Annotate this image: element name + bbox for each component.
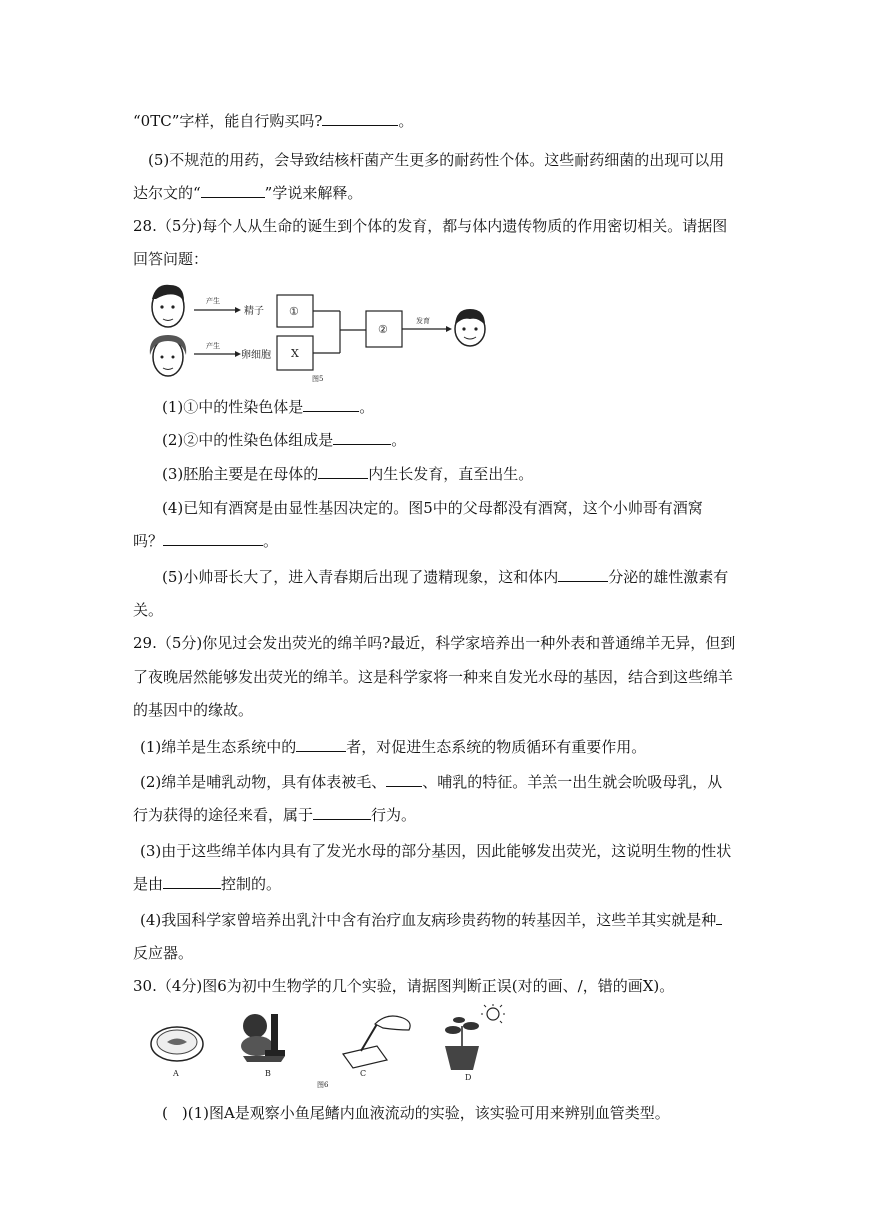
answer-blank[interactable] (386, 771, 422, 787)
answer-blank[interactable] (201, 182, 265, 198)
question-28-cont: 回答问题： (133, 250, 209, 268)
arrow-label: 产生 (206, 342, 220, 350)
q29-3: (3)由于这些绵羊体内具有了发光水母的部分基因，因此能够发出荧光，这说明生物的性状 (140, 842, 732, 860)
arrow-label: 产生 (206, 297, 220, 305)
figure-caption: 图6 (317, 1081, 329, 1089)
question-29-cont: 了夜晚居然能够发出荧光的绵羊。这是科学家将一种来自发光水母的基因，结合到这些绵羊 (133, 668, 734, 686)
answer-blank[interactable] (558, 566, 608, 582)
text: 行为。 (371, 806, 417, 824)
text: )(1)图A是观察小鱼尾鳍内血液流动的实验，该实验可用来辨别血管类型。 (181, 1104, 670, 1122)
text: “0TC”字样，能自行购买吗? (133, 112, 323, 130)
text: 内生长发育，直至出生。 (368, 465, 534, 483)
label-d: D (465, 1073, 472, 1082)
q30-1 (162, 1102, 670, 1124)
answer-blank[interactable] (322, 110, 398, 126)
box-2-label: ② (378, 323, 388, 336)
text: 。 (398, 112, 414, 130)
label-a: A (173, 1069, 179, 1078)
answer-blank[interactable] (318, 463, 368, 479)
q29-2 (140, 771, 722, 793)
text: 控制的。 (221, 875, 282, 893)
answer-blank[interactable] (163, 873, 221, 889)
text: (2)绵羊是哺乳动物，具有体表被毛、 (140, 773, 387, 791)
question-29-cont2: 的基因中的缘故。 (133, 701, 254, 719)
question-29: 29.（5分)你见过会发出荧光的绵羊吗?最近，科学家培养出一种外表和普通绵羊无异，但到 (133, 634, 736, 652)
label-sperm: 精子 (244, 306, 264, 317)
line-q27-5: (5)不规范的用药，会导致结核杆菌产生更多的耐药性个体。这些耐药细菌的出现可以用 (148, 151, 725, 169)
q28-1 (162, 396, 374, 418)
q28-5 (162, 566, 728, 588)
q29-2-cont (133, 804, 416, 826)
answer-blank[interactable] (333, 429, 391, 445)
figure-5 (140, 277, 508, 385)
text: ”学说来解释。 (264, 184, 363, 202)
q28-4-cont (133, 530, 278, 552)
box-x-label: X (291, 347, 299, 360)
box-1-label: ① (289, 305, 299, 318)
text: (4)我国科学家曾培养出乳汁中含有治疗血友病珍贵药物的转基因羊，这些羊其实就是种 (140, 911, 717, 929)
question-30: 30.（4分)图6为初中生物学的几个实验，请据图判断正误(对的画、/，错的画X)。 (133, 977, 675, 995)
petri-dish-icon (151, 1027, 203, 1061)
line-q27-5b (133, 182, 362, 204)
text: 。 (391, 431, 407, 449)
text: 。 (263, 532, 279, 550)
label-c: C (360, 1069, 367, 1078)
boy-face-icon (455, 309, 485, 346)
q29-3-cont (133, 873, 281, 895)
answer-blank[interactable] (716, 909, 722, 925)
line-otc (133, 110, 413, 132)
text: 分泌的雄性激素有 (608, 568, 729, 586)
text: (1)①中的性染色体是 (162, 398, 304, 416)
arrow-label: 发育 (416, 317, 430, 325)
text: 、哺乳的特征。羊羔一出生就会吮吸母乳，从 (422, 773, 723, 791)
father-face-icon (152, 285, 184, 327)
answer-blank[interactable] (313, 804, 371, 820)
text: ( (162, 1104, 168, 1122)
answer-blank[interactable] (296, 736, 346, 752)
figure-caption: 图5 (312, 375, 324, 383)
text: 吗？ (133, 532, 164, 550)
answer-blank[interactable] (163, 530, 263, 546)
text: (3)胚胎主要是在母体的 (162, 465, 319, 483)
text: 达尔文的“ (133, 184, 201, 202)
q28-2 (162, 429, 406, 451)
q29-1 (140, 736, 646, 758)
text: 行为获得的途径来看，属于 (133, 806, 314, 824)
q29-4-cont: 反应器。 (133, 944, 194, 962)
q28-3 (162, 463, 533, 485)
q29-4 (140, 909, 722, 931)
figure-6 (147, 1004, 517, 1092)
question-28: 28.（5分)每个人从生命的诞生到个体的发育，都与体内遗传物质的作用密切相关。请据图 (133, 217, 728, 235)
answer-blank[interactable] (303, 396, 359, 412)
text: 是由 (133, 875, 164, 893)
text: 。 (359, 398, 375, 416)
q28-4: (4)已知有酒窝是由显性基因决定的。图5中的父母都没有酒窝，这个小帅哥有酒窝 (162, 499, 703, 517)
text: 者，对促进生态系统的物质循环有重要作用。 (346, 738, 647, 756)
q28-5-cont: 关。 (133, 601, 164, 619)
text: (5)小帅哥长大了，进入青春期后出现了遗精现象，这和体内 (162, 568, 559, 586)
text: (2)②中的性染色体组成是 (162, 431, 334, 449)
label-egg: 卵细胞 (241, 350, 271, 361)
label-b: B (265, 1069, 271, 1078)
text: (1)绵羊是生态系统中的 (140, 738, 297, 756)
